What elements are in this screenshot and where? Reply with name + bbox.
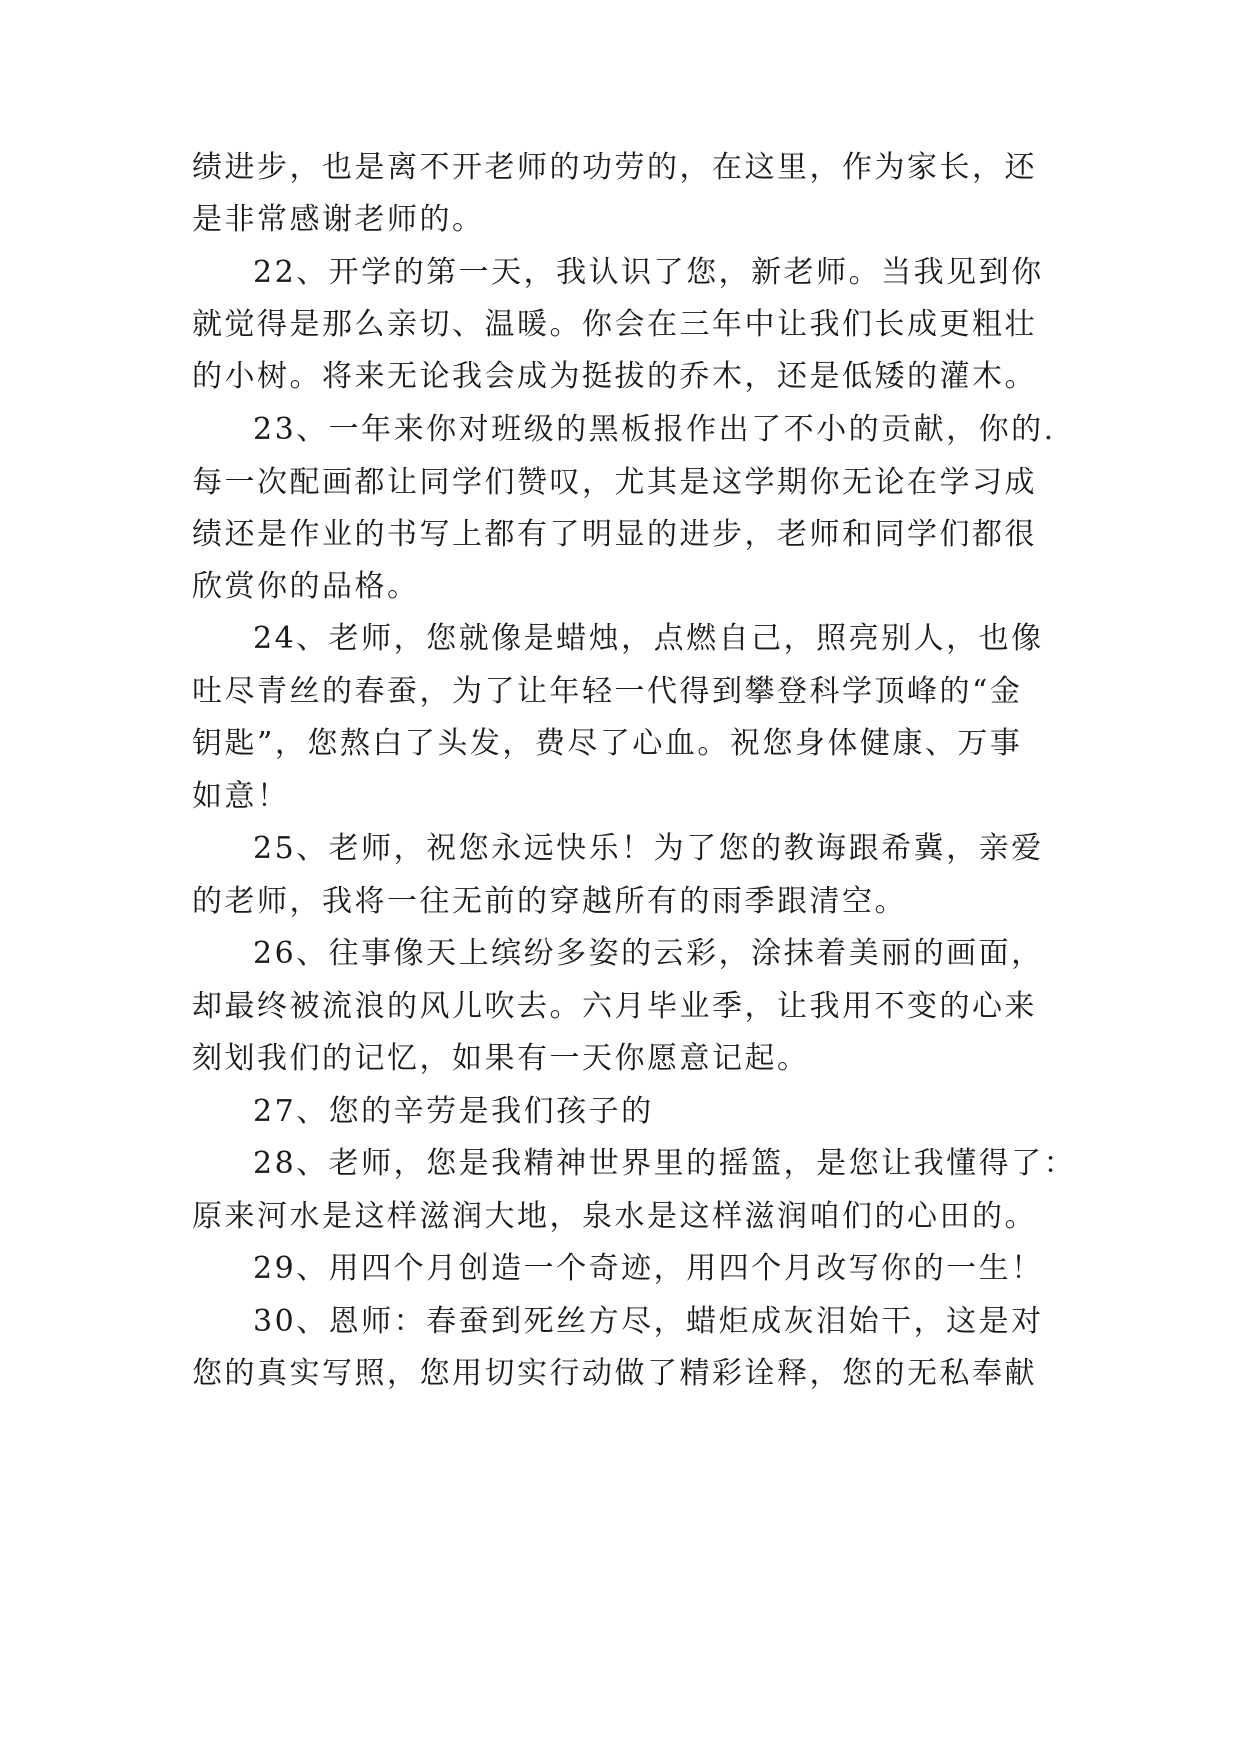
- text-line: 绩进步，也是离不开老师的功劳的，在这里，作为家长，还: [192, 150, 1037, 185]
- text-line: 吐尽青丝的春蚕，为了让年轻一代得到攀登科学顶峰的“金: [192, 674, 1023, 709]
- text-line: 23、一年来你对班级的黑板报作出了不小的贡献，你的.: [253, 412, 1056, 447]
- text-line: 就觉得是那么亲切、温暖。你会在三年中让我们长成更粗壮: [192, 307, 1037, 342]
- text-line: 是非常感谢老师的。: [192, 202, 485, 237]
- text-line: 的小树。将来无论我会成为挺拔的乔木，还是低矮的灌木。: [192, 359, 1037, 394]
- text-line: 22、开学的第一天，我认识了您，新老师。当我见到你: [253, 255, 1044, 290]
- text-line: 的老师，我将一往无前的穿越所有的雨季跟清空。: [192, 884, 907, 919]
- text-line: 每一次配画都让同学们赞叹，尤其是这学期你无论在学习成: [192, 465, 1037, 500]
- text-line: 27、您的辛劳是我们孩子的: [253, 1094, 654, 1129]
- text-line: 30、恩师：春蚕到死丝方尽，蜡炬成灰泪始干，这是对: [253, 1304, 1044, 1339]
- text-line: 您的真实写照，您用切实行动做了精彩诠释，您的无私奉献: [192, 1356, 1037, 1391]
- text-line: 28、老师，您是我精神世界里的摇篮，是您让我懂得了：: [253, 1146, 1077, 1181]
- text-line: 却最终被流浪的风儿吹去。六月毕业季，让我用不变的心来: [192, 989, 1037, 1024]
- text-line: 欣赏你的品格。: [192, 569, 420, 604]
- text-line: 24、老师，您就像是蜡烛，点燃自己，照亮别人，也像: [253, 621, 1044, 656]
- text-line: 绩还是作业的书写上都有了明显的进步，老师和同学们都很: [192, 517, 1037, 552]
- text-line: 26、往事像天上缤纷多姿的云彩，涂抹着美丽的画面，: [253, 936, 1044, 971]
- text-line: 原来河水是这样滋润大地，泉水是这样滋润咱们的心田的。: [192, 1199, 1037, 1234]
- text-line: 钥匙”，您熬白了头发，费尽了心血。祝您身体健康、万事: [192, 726, 1023, 761]
- text-line: 29、用四个月创造一个奇迹，用四个月改写你的一生！: [253, 1251, 1044, 1286]
- text-line: 如意！: [192, 779, 290, 814]
- text-line: 25、老师，祝您永远快乐！为了您的教诲跟希冀，亲爱: [253, 831, 1044, 866]
- text-line: 刻划我们的记忆，如果有一天你愿意记起。: [192, 1041, 810, 1076]
